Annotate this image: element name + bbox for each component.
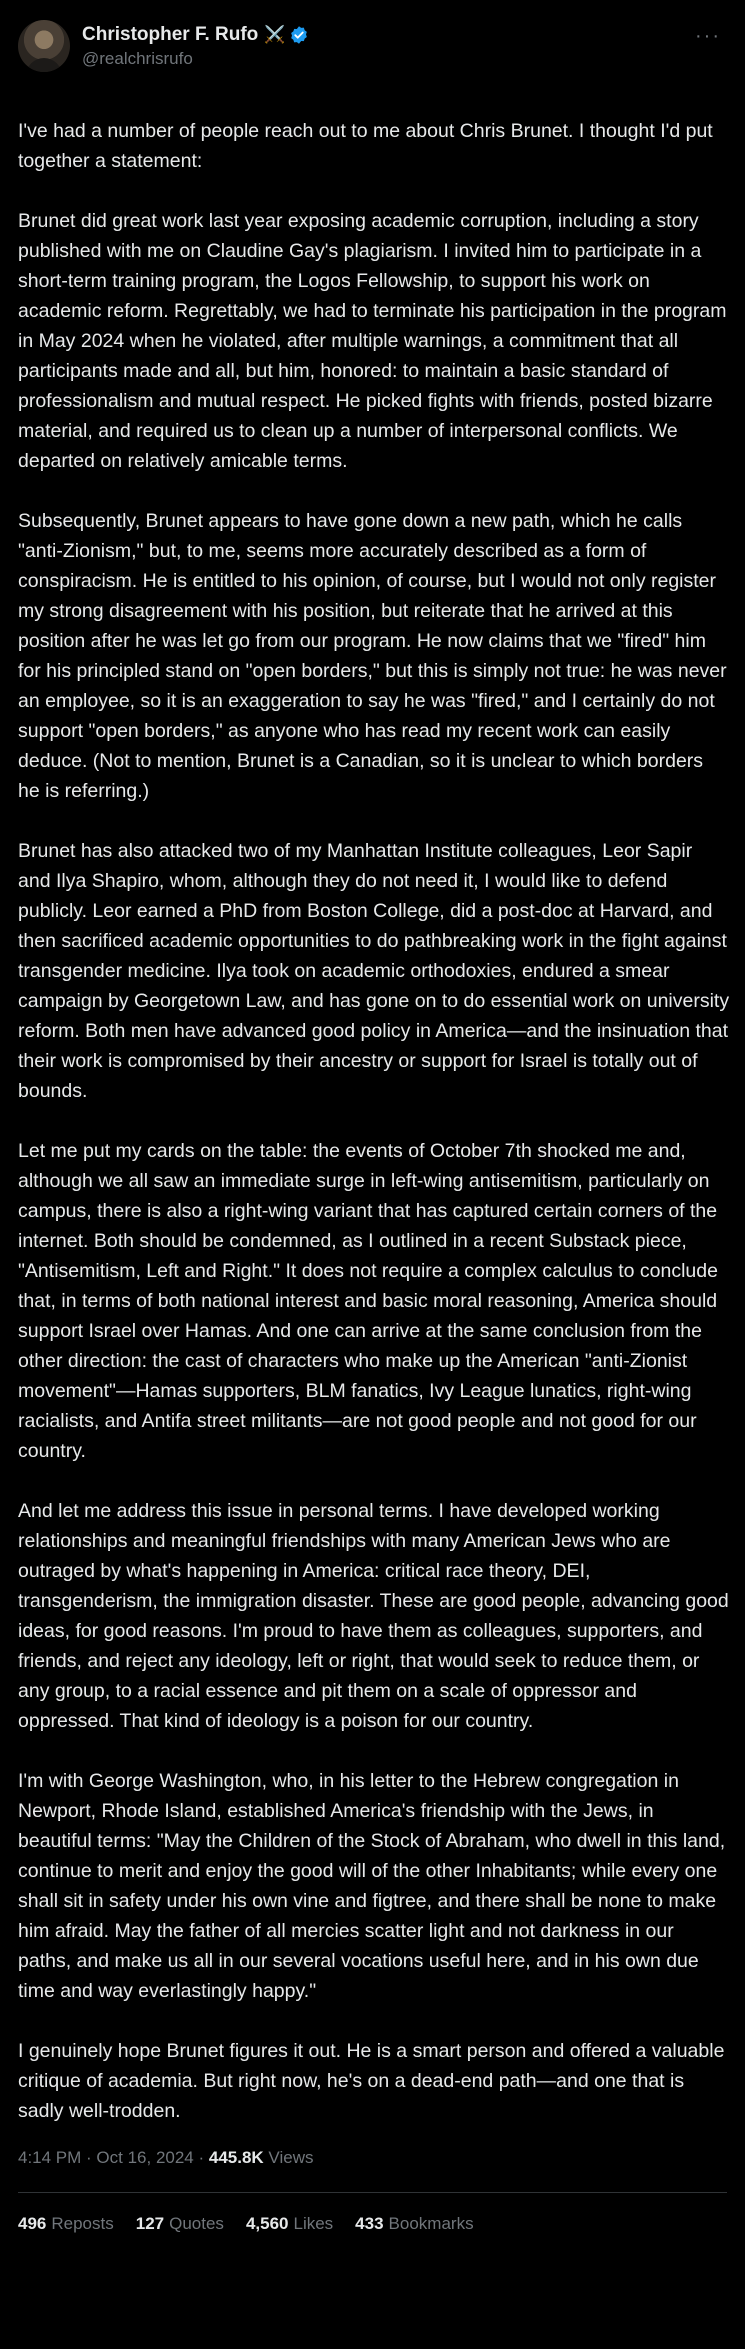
tweet-time[interactable]: 4:14 PM [18,2148,82,2167]
tweet-paragraph: Subsequently, Brunet appears to have gone down a new path, which he calls "anti-Zionism," but, to me, seems more accurately described as a form of conspiracism. He is entitled to his opinion, of course, but I would not only register my strong disagreement with his position, but reiterate that he arrived at this position after he was let go from our program. He now claims that we "fired" him for his principled stand on "open borders," but this is simply not true: he was never an employee, so it is an exaggeration to say he was "fired," and I certainly do not support "open borders," as anyone who has read my recent work can easily deduce. (Not to mention, Brunet is a Canadian, so it is unclear to which borders he is referring.) [18,510,727,802]
author-names [82,24,309,69]
meta-separator: · [193,2148,209,2167]
tweet-meta [18,2146,727,2170]
bookmarks-count: 433 [355,2214,384,2233]
tweet-paragraph: Let me put my cards on the table: the events of October 7th shocked me and, although we all saw an immediate surge in left-wing antisemitism, particularly on campus, there is also a right-wing variant that has captured certain corners of the internet. Both should be condemned, as I outlined in a recent Substack piece, "Antisemitism, Left and Right." It does not require a complex calculus to conclude that, in terms of both national interest and basic moral reasoning, America should support Israel over Hamas. And one can arrive at the same conclusion from the other direction: the cast of characters who make up the American "anti-Zionist movement"—Hamas supporters, BLM fanatics, Ivy League lunatics, right-wing racialists, and Antifa street militants—are not good people and not good for our country. [18,1140,718,1462]
tweet-text [18,116,730,2126]
display-name[interactable]: Christopher F. Rufo [82,24,259,45]
quotes-stat[interactable] [136,2214,224,2234]
likes-count: 4,560 [245,2214,289,2233]
avatar[interactable] [18,20,70,72]
engagement-stats [18,2193,727,2255]
reposts-stat[interactable] [18,2214,114,2234]
likes-label: Likes [293,2214,334,2233]
tweet-paragraph: I genuinely hope Brunet figures it out. He is a smart person and offered a valuable critique of academia. But right now, he's on a dead-end path—and one that is sadly well-trodden. [18,2040,725,2122]
more-icon[interactable]: ··· [695,25,721,47]
reposts-count: 496 [18,2214,47,2233]
tweet-paragraph: Brunet did great work last year exposing academic corruption, including a story published with me on Claudine Gay's plagiarism. I invited him to participate in a short-term training program, the Logos Fellowship, to support his work on academic reform. Regrettably, we had to terminate his participation in the program in May 2024 when he violated, after multiple warnings, a commitment that all participants made and all, but him, honored: to maintain a basic standard of professionalism and mutual respect. He picked fights with friends, posted bizarre material, and required us to clean up a number of interpersonal conflicts. We departed on relatively amicable terms. [18,210,727,472]
display-name-row [82,24,309,46]
tweet-paragraph: I've had a number of people reach out to me about Chris Brunet. I thought I'd put together a statement: [18,120,713,172]
tweet-paragraph: Brunet has also attacked two of my Manhattan Institute colleagues, Leor Sapir and Ilya Shapiro, whom, although they do not need it, I would like to defend publicly. Leor earned a PhD from Boston College, did a post-doc at Harvard, and then sacrificed academic opportunities to do pathbreaking work in the fight against transgender medicine. Ilya took on academic orthodoxies, endured a smear campaign by Georgetown Law, and has gone on to do essential work on university reform. Both men have advanced good policy in America—and the insinuation that their work is compromised by their ancestry or support for Israel is totally out of bounds. [18,840,730,1102]
reposts-label: Reposts [51,2214,114,2233]
views-label: Views [263,2148,314,2167]
crossed-swords-icon: ⚔️ [264,25,286,44]
avatar-figure [26,58,62,72]
likes-stat[interactable] [246,2214,333,2234]
quotes-label: Quotes [169,2214,224,2233]
verified-badge-icon [289,25,309,45]
bookmarks-label: Bookmarks [388,2214,474,2233]
tweet-paragraph: I'm with George Washington, who, in his letter to the Hebrew congregation in Newport, Rhode Island, established America's friendship with the Jews, in beautiful terms: "May the Children of the Stock of Abraham, who dwell in this land, continue to merit and enjoy the good will of the other Inhabitants; while every one shall sit in safety under his own vine and figtree, and there shall be none to make him afraid. May the father of all mercies scatter light and not darkness in our paths, and make us all in our several vocations useful here, and in his own due time and way everlastingly happy." [18,1770,726,2002]
tweet-paragraph: And let me address this issue in personal terms. I have developed working relationships and meaningful friendships with many American Jews who are outraged by what's happening in America: critical race theory, DEI, transgenderism, the immigration disaster. These are good people, advancing good ideas, for good reasons. I'm proud to have them as colleagues, supporters, and friends, and reject any ideology, left or right, that would seek to reduce them, or any group, to a racial essence and pit them on a scale of oppressor and oppressed. That kind of ideology is a poison for our country. [18,1500,729,1732]
bookmarks-stat[interactable] [355,2214,473,2234]
author-handle[interactable]: @realchrisrufo [82,49,193,68]
tweet-header [18,20,727,80]
quotes-count: 127 [135,2214,165,2233]
views-count: 445.8K [208,2148,264,2167]
tweet-date[interactable]: Oct 16, 2024 [96,2148,194,2167]
meta-separator: · [81,2148,97,2167]
